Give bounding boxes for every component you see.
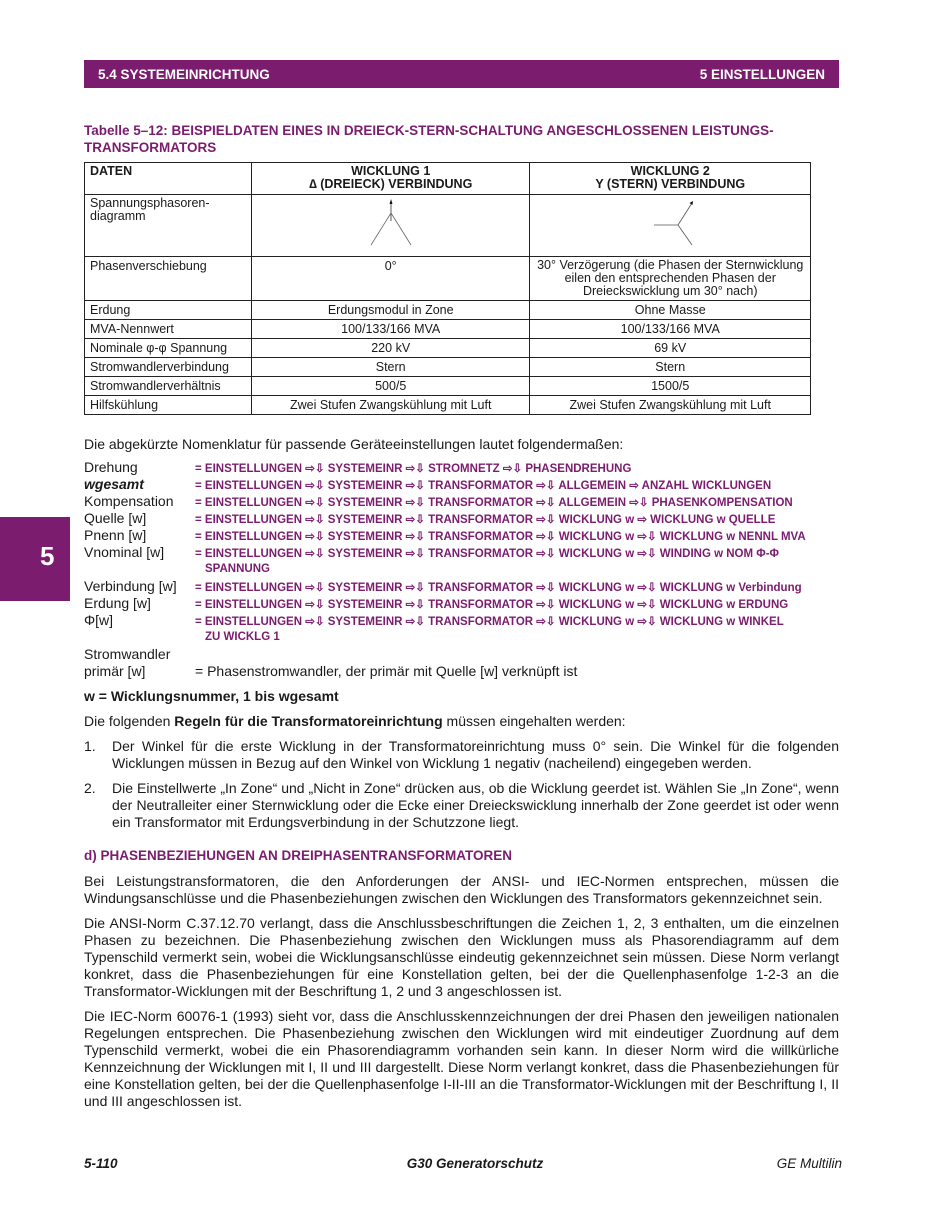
- nomenclature-intro: Die abgekürzte Nomenklatur für passende Geräteeinstellungen lautet folgendermaßen:: [84, 436, 624, 452]
- col-wicklung-2: WICKLUNG 2 Y (STERN) VERBINDUNG: [530, 163, 811, 195]
- table-row: Phasenverschiebung 0° 30° Verzögerung (die Phasen der Sternwicklung eilen den entsprechenden Phasen der Dreieckswicklung um 30° nach): [85, 257, 811, 301]
- delta-phasor-diagram: [251, 195, 530, 257]
- footer-title: G30 Generatorschutz: [406, 1156, 544, 1171]
- table-row: Stromwandlerverbindung Stern Stern: [85, 358, 811, 377]
- chapter-tab: 5: [0, 517, 70, 601]
- header-section: 5.4 SYSTEMEINRICHTUNG: [98, 67, 270, 82]
- w-definition: w = Wicklungsnummer, 1 bis wgesamt: [84, 688, 339, 704]
- col-wicklung-1: WICKLUNG 1 ∆ (DREIECK) VERBINDUNG: [251, 163, 530, 195]
- section-d-heading: d) PHASENBEZIEHUNGEN AN DREIPHASENTRANSFORMATOREN: [84, 848, 513, 863]
- table-row: [85, 195, 811, 257]
- footer-company: GE Multilin: [776, 1156, 842, 1171]
- rules-intro: Die folgenden Regeln für die Transformatoreinrichtung müssen eingehalten werden:: [84, 713, 626, 729]
- table-title: Tabelle 5–12: BEISPIELDATEN EINES IN DREIECK-STERN-SCHALTUNG ANGESCHLOSSENEN LEISTUNGS-TRANSFORMATORS: [84, 123, 774, 155]
- col-daten: DATEN: [85, 163, 252, 195]
- page-header: [84, 60, 839, 88]
- table-row: Nominale φ-φ Spannung 220 kV 69 kV: [85, 339, 811, 358]
- paragraph: Bei Leistungstransformatoren, die den Anforderungen der ANSI- und IEC-Normen entsprechen, müssen die Windungsanschlüsse und die Phasenbeziehungen zwischen den Wicklungen des Transformators gekennzeichnet sein.: [84, 873, 839, 906]
- transformer-data-table: [84, 162, 811, 415]
- paragraph: Die IEC-Norm 60076-1 (1993) sieht vor, dass die Anschlusskennzeichnungen der drei Phasen den jeweiligen nationalen Regelungen entsprechen. Die Phasenbeziehung zwischen den Wicklungen wird mit eindeutiger Zuordnung auf dem Typenschild vermerkt, wobei die ein Phasorendiagramm vorhanden sein kann. In dieser Norm wird die willkürliche Kennzeichnung der Wicklungen mit I, II und III dargestellt. Diese Norm verlangt konkret, dass die Phasenbeziehungen für eine Konstellation gelten, bei der die Quellenphasenfolge I-II-III an die Transformator-Wicklungen mit der Beschriftung I, II und III angeschlossen ist.: [84, 1008, 839, 1109]
- footer-page-number: 5-110: [84, 1156, 118, 1171]
- table-header-row: [85, 163, 811, 195]
- table-row: MVA-Nennwert 100/133/166 MVA 100/133/166 MVA: [85, 320, 811, 339]
- table-row: Hilfskühlung Zwei Stufen Zwangskühlung mit Luft Zwei Stufen Zwangskühlung mit Luft: [85, 396, 811, 415]
- row-label: Phasenverschiebung: [85, 257, 252, 301]
- table-row: Erdung Erdungsmodul in Zone Ohne Masse: [85, 301, 811, 320]
- header-chapter: 5 EINSTELLUNGEN: [699, 67, 825, 82]
- row-label: Spannungsphasoren-diagramm: [85, 195, 252, 257]
- table-row: Stromwandlerverhältnis 500/5 1500/5: [85, 377, 811, 396]
- wgesamt-key: wgesamt: [84, 476, 144, 492]
- wye-phasor-diagram: [530, 195, 811, 257]
- paragraph: Die ANSI-Norm C.37.12.70 verlangt, dass die Anschlussbeschriftungen die Zeichen 1, 2, 3 enthalten, um die einzelnen Phasen zu bezeichnen. Die Phasenbeziehung zwischen den Wicklungen muss als Phasorendiagramm auf dem Typenschild vermerkt sein, wobei die Wicklungsanschlüsse eindeutig gekennzeichnet sein müssen. Diese Norm verlangt konkret, dass die Phasenbeziehungen für eine Konstellation gelten, bei der die Quellenphasenfolge 1-2-3 an die Transformator-Wicklungen mit der Beschriftung 1, 2 und 3 angeschlossen ist.: [84, 915, 839, 999]
